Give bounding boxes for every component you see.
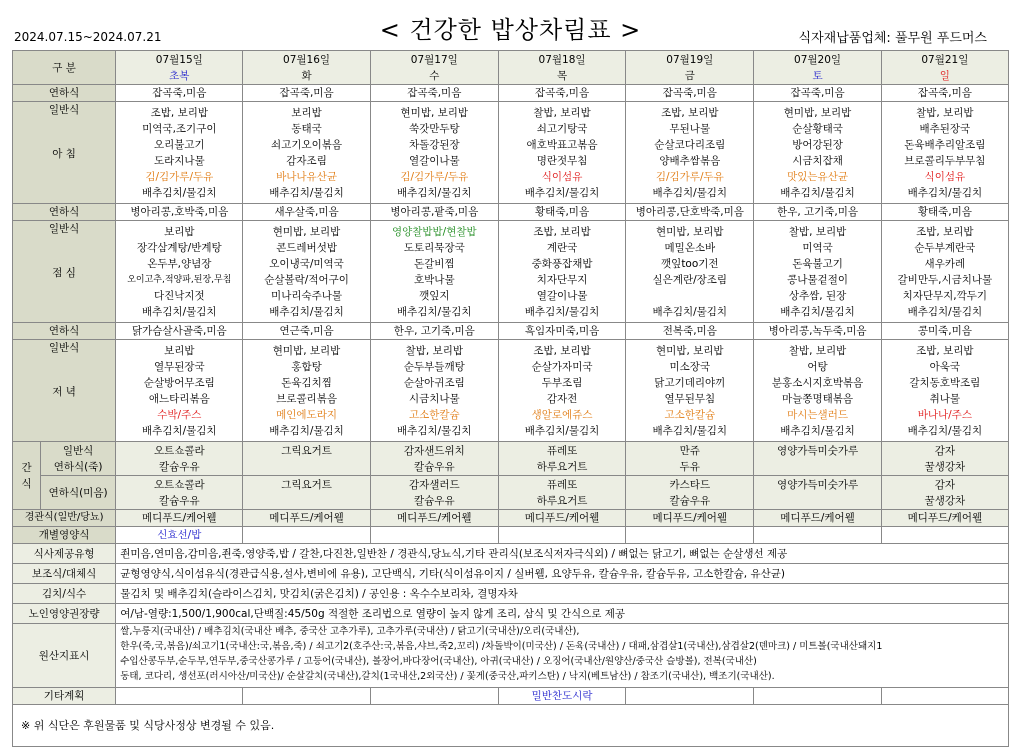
- menu-item: 장각삼계탕/반계탕: [136, 241, 222, 254]
- menu-item: 실은계란/장조림: [652, 273, 728, 286]
- meal-plan-table: [12, 50, 1009, 747]
- snack-item: 그릭요거트: [281, 444, 332, 457]
- menu-item: 현미밥, 보리밥: [783, 106, 852, 119]
- origin-text: 쌀,누룽지(국내산) / 배추김치(국내산 배추, 중국산 고추가루), 고추가루(국내산) / 닭고기(국내산)/오리(국내산), 한우(죽,국,볶음)/쇠고기1(국내산:국,볶음,죽) / 쇠고기2(호주산:국,볶음,샤브,죽2,꼬리) /차돌박이(미국산) / 돈육(국내산) / 대패,삼겹살1(국내산),삼겹살2(덴마크) / 미트볼(국내산돼지1 수입산콩두부,순두부,연두부,중국산콩가루 / 고등어(국내산), 볼장어,바다장어(국내산), 아귀(국내산) / 오징어(국내산/원양산/중국산 슬방볼), 전복(국내산) 동태, 코다리, 생선포(러시아산/미국산)/ 순살갈치(국내산),갈치(1국내산,2외국산) / 꽃게(중국산,파키스탄) / 낙지(베트남산) / 참조기(국내산), 백조기(국내산).: [116, 624, 1009, 688]
- menu-item: 순살아귀조림: [403, 376, 465, 389]
- menu-item: 치자단무지: [536, 273, 588, 286]
- menu-item: 순살황태국: [792, 122, 843, 135]
- menu-item: 차돌강된장: [408, 138, 460, 151]
- snack-cell: [754, 442, 881, 476]
- menu-item: 감자조림: [286, 154, 327, 167]
- menu-item: 도토리묵장국: [403, 241, 465, 254]
- tube-row: 경관식(일반/당뇨) 메디푸드/케어웰 메디푸드/케어웰 메디푸드/케어웰 메디푸드/케어웰 메디푸드/케어웰 메디푸드/케어웰 메디푸드/케어웰: [13, 510, 1009, 527]
- lunch-general-row: [13, 221, 1009, 323]
- menu-item: 무된나물: [669, 122, 711, 135]
- breakfast-general-row: [13, 102, 1009, 204]
- date-header-row: [13, 51, 1009, 85]
- menu-item: 쇠고기오이볶음: [271, 138, 343, 151]
- dinner-cell: [243, 340, 370, 442]
- menu-item: 배추김치/물김치: [780, 186, 855, 199]
- snack-item: 하루요거트: [536, 460, 588, 473]
- menu-item: 오이고추,적양파,된장,무침: [127, 274, 232, 285]
- menu-item: 김/김가루/두유: [655, 170, 724, 183]
- snack-item: 오트쇼콜라: [153, 478, 205, 491]
- general-label: 일반식: [48, 104, 80, 116]
- snack-item: 그릭요거트: [281, 478, 332, 491]
- menu-item: 배추김치/물김치: [907, 305, 983, 318]
- snack-cell: [243, 442, 370, 476]
- snack-cell: [754, 476, 881, 510]
- snack-cell: [881, 476, 1008, 510]
- menu-item: 배추김치/물김치: [652, 186, 728, 199]
- menu-item: 다진낙지젓: [153, 289, 205, 302]
- menu-item: 배추김치/물김치: [397, 186, 472, 199]
- menu-item: 배추김치/물김치: [397, 424, 472, 437]
- menu-item: 현미밥, 보리밥: [656, 225, 724, 238]
- snack-cell: [498, 476, 625, 510]
- menu-item: 고소한칼슘: [408, 408, 460, 421]
- breakfast-cell: [370, 102, 498, 204]
- menu-item: 중화풍잡채밥: [531, 257, 593, 270]
- breakfast-cell: [881, 102, 1008, 204]
- snack-item: 칼슘우유: [414, 460, 455, 473]
- snack-cell: [370, 442, 498, 476]
- menu-item: 보리밥: [164, 344, 195, 357]
- menu-item: 돈육배추리알조림: [904, 138, 986, 151]
- snack-item: 오트쇼콜라: [153, 444, 205, 457]
- elderly-row: 노인영양권장량 여/남-열량:1,500/1,900cal,단백질:45/50g 적절한 조리법으로 열량이 높지 않게 조리, 삼식 및 간식으로 제공: [13, 604, 1009, 624]
- menu-item: 배추김치/물김치: [524, 424, 600, 437]
- breakfast-yeonha-row: 연하식 잡곡죽,미음 잡곡죽,미음 잡곡죽,미음 잡곡죽,미음 잡곡죽,미음 잡곡죽,미음 잡곡죽,미음: [13, 85, 1009, 102]
- menu-item: 배추김치/물김치: [780, 305, 855, 318]
- menu-item: 순살가자미국: [531, 360, 593, 373]
- breakfast-label: 아 침: [52, 148, 76, 160]
- menu-item: 콘드레버섯밥: [276, 241, 337, 254]
- menu-item: 메인에도라지: [276, 408, 337, 421]
- menu-item: 배추김치/물김치: [269, 424, 344, 437]
- menu-item: 오리불고기: [153, 138, 205, 151]
- lunch-cell: [626, 221, 754, 323]
- snack-cell: [243, 476, 370, 510]
- lunch-cell: [243, 221, 370, 323]
- day-header: 07월19일 금: [626, 51, 754, 85]
- menu-item: [628, 288, 751, 304]
- snack-cell: [116, 476, 243, 510]
- lunch-yeonha-row: 연하식 병아리콩,호박죽,미음 새우살죽,미음 병아리콩,팥죽,미음 황태죽,미음 병아리콩,단호박죽,미음 한우, 고기죽,미음 황태죽,미음: [13, 204, 1009, 221]
- menu-item: 아욱국: [929, 360, 961, 373]
- menu-item: 배추김치/물김치: [652, 424, 728, 437]
- snack-item: 꿀생강차: [924, 460, 966, 473]
- menu-item: 현미밥, 보리밥: [272, 344, 341, 357]
- menu-item: 애느타리볶음: [148, 392, 210, 405]
- supplier-text: 식자재납품업체: 풀무원 푸드머스: [798, 31, 987, 46]
- menu-item: 배추김치/물김치: [142, 305, 217, 318]
- snack-cell: [881, 442, 1008, 476]
- menu-item: 보리밥: [291, 106, 322, 119]
- menu-item: 순살코다리조림: [654, 138, 726, 151]
- menu-item: 찰밥, 보리밥: [533, 106, 591, 119]
- menu-item: 배추김치/물김치: [907, 424, 983, 437]
- snack-cell: [626, 476, 754, 510]
- snack-cell: [498, 442, 625, 476]
- menu-item: 애호박표고볶음: [526, 138, 598, 151]
- menu-item: 깻잎too기전: [661, 257, 719, 270]
- lunch-cell: [498, 221, 625, 323]
- snack-item: 칼슘우유: [669, 494, 711, 507]
- menu-item: 순살방어무조림: [143, 376, 215, 389]
- menu-item: 배추김치/물김치: [524, 305, 600, 318]
- menu-item: 배추김치/물김치: [269, 186, 344, 199]
- dinner-cell: [498, 340, 625, 442]
- menu-item: 방어강된장: [792, 138, 843, 151]
- menu-item: 고소한칼슘: [664, 408, 716, 421]
- menu-item: 치자단무지,깍두기: [902, 289, 988, 302]
- snack-item: 감자: [934, 478, 955, 491]
- menu-item: 영양찰밥밥/현찰밥: [391, 225, 477, 238]
- other-row: 기타계획 밀반찬도시락: [13, 688, 1009, 705]
- menu-item: 메밀온소바: [664, 241, 716, 254]
- day-header: 07월15일 초복: [116, 51, 243, 85]
- menu-item: 식이섬유: [541, 170, 583, 183]
- menu-item: 브로콜리두부무침: [904, 154, 986, 167]
- snack-item: 만쥬: [679, 444, 700, 457]
- page-title: < 건강한 밥상차림표 >: [379, 16, 642, 44]
- day-header: 07월21일 일: [881, 51, 1008, 85]
- dinner-cell: [370, 340, 498, 442]
- menu-item: 배추김치/물김치: [142, 186, 217, 199]
- kimchi-row: 김치/식수 물김치 및 배추김치(슬라이스김치, 맛김치(굵은김치) / 공인용 : 옥수수보리차, 결명자차: [13, 584, 1009, 604]
- menu-item: 갈치동호박조림: [909, 376, 981, 389]
- menu-item: 마시는샐러드: [787, 408, 848, 421]
- menu-item: 배추김치/물김치: [652, 305, 728, 318]
- snack-item: 두유: [679, 460, 700, 473]
- menu-item: 맛있는유산균: [787, 170, 848, 183]
- dinner-general-row: [13, 340, 1009, 442]
- notice-text: ※ 위 식단은 후원물품 및 식당사정상 변경될 수 있음.: [13, 705, 1009, 747]
- general-label: 일반식: [48, 223, 80, 235]
- menu-item: 마늘쫑명태볶음: [782, 392, 854, 405]
- menu-item: 배추김치/물김치: [780, 424, 855, 437]
- menu-item: 호박나물: [414, 273, 455, 286]
- snack-item: 꿀생강차: [924, 494, 966, 507]
- snack-item: 카스타드: [669, 478, 711, 491]
- menu-item: 현미밥, 보리밥: [656, 344, 724, 357]
- dinner-label: 저 녁: [52, 386, 76, 398]
- lunch-cell: [116, 221, 243, 323]
- menu-item: 순살볼락/적어구이: [264, 273, 349, 286]
- origin-row: 원산지표시 쌀,누룽지(국내산) / 배추김치(국내산 배추, 중국산 고추가루), 고추가루(국내산) / 닭고기(국내산)/오리(국내산), 한우(죽,국,볶음)/쇠고기1(국내산:국,볶음,죽) / 쇠고기2(호주산:국,볶음,샤브,죽2,꼬리) /차돌박이(미국산) / 돈육(국내산) / 대패,삼겹살1(국내산),삼겹살2(덴마크) / 미트볼(국내산돼지1 수입산콩두부,순두부,연두부,중국산콩가루 / 고등어(국내산), 볼장어,바다장어(국내산), 아귀(국내산) / 오징어(국내산/원양산/중국산 슬방볼), 전복(국내산) 동태, 코다리, 생선포(러시아산/미국산)/ 순살갈치(국내산),갈치(1국내산,2외국산) / 꽃게(중국산,파키스탄) / 낙지(베트남산) / 참조기(국내산), 백조기(국내산).: [13, 624, 1009, 688]
- menu-item: 조밥, 보리밥: [916, 225, 974, 238]
- breakfast-cell: [116, 102, 243, 204]
- lunch-cell: [370, 221, 498, 323]
- snack-item: 감자샐러드: [408, 478, 460, 491]
- notice-row: [13, 705, 1009, 747]
- menu-item: 취나물: [929, 392, 961, 405]
- menu-item: 홍합탕: [291, 360, 322, 373]
- lunch-cell: [754, 221, 881, 323]
- menu-item: 명란젓무침: [536, 154, 588, 167]
- menu-item: 조밥, 보리밥: [661, 106, 719, 119]
- menu-item: 어탕: [807, 360, 828, 373]
- snack-general-row: 간 식 일반식 연하식(죽) 오트쇼콜라 칼슘우유 그릭요거트 감자샌드위치 칼슘우유 퓨레또 하루요거트 만쥬 두유 영양가득미숫가루 감자 꿀생강차: [13, 442, 1009, 476]
- menu-item: 양배추쌈볶음: [659, 154, 721, 167]
- menu-item: 쇠고기탕국: [536, 122, 588, 135]
- menu-item: 찰밥, 보리밥: [788, 344, 847, 357]
- snack-item: 영양가득미숫가루: [776, 444, 859, 457]
- menu-item: 미역국,조기구이: [142, 122, 217, 135]
- menu-item: 배추김치/물김치: [397, 305, 472, 318]
- menu-item: 조밥, 보리밥: [533, 225, 591, 238]
- menu-item: 미역국: [802, 241, 833, 254]
- menu-item: 동태국: [291, 122, 322, 135]
- menu-item: 두부조림: [541, 376, 583, 389]
- snack-item: 퓨레또: [546, 478, 578, 491]
- menu-item: 계란국: [546, 241, 578, 254]
- menu-item: 갈비만두,시금치나물: [897, 273, 993, 286]
- dinner-cell: [754, 340, 881, 442]
- lunch-label: 점 심: [52, 267, 76, 279]
- menu-item: 김/김가루/두유: [145, 170, 214, 183]
- day-header: 07월16일 화: [243, 51, 370, 85]
- menu-item: 닭고기데리야끼: [654, 376, 726, 389]
- menu-item: 돈갈비찜: [414, 257, 455, 270]
- menu-item: 분홍소시지호박볶음: [771, 376, 864, 389]
- day-header: 07월17일 수: [370, 51, 498, 85]
- snack-item: [756, 459, 878, 475]
- menu-item: 온두부,양념장: [147, 257, 212, 270]
- menu-item: 돈육김치찜: [281, 376, 332, 389]
- menu-item: 현미밥, 보리밥: [400, 106, 469, 119]
- dinner-yeonha-row: 연하식 닭가슴살사골죽,미음 연근죽,미음 한우, 고기죽,미음 흑임자미죽,미음 전복죽,미음 병아리콩,녹두죽,미음 콩미죽,미음: [13, 323, 1009, 340]
- day-header: 07월18일 목: [498, 51, 625, 85]
- snack-cell: [116, 442, 243, 476]
- snack-item: 칼슘우유: [159, 494, 200, 507]
- snack-item: 감자샌드위치: [403, 444, 465, 457]
- individual-row: 개별영양식 신효선/밥: [13, 527, 1009, 544]
- day-header: 07월20일 토: [754, 51, 881, 85]
- menu-item: 시금치잡채: [792, 154, 843, 167]
- general-label: 일반식: [48, 342, 80, 354]
- menu-item: 배추된장국: [919, 122, 971, 135]
- menu-item: 현미밥, 보리밥: [272, 225, 341, 238]
- supplement-row: 보조식/대체식 균형영양식,식이섬유식(경관급식용,설사,변비에 유용), 고단백식, 기타(식이섬유이지 / 실버웰, 요양두유, 칼슘우유, 칼슘두유, 고소한칼슘, 유산균): [13, 564, 1009, 584]
- snack-item: 하루요거트: [536, 494, 588, 507]
- menu-item: 돈육불고기: [792, 257, 843, 270]
- snack-item: [756, 493, 878, 509]
- menu-item: 찰밥, 보리밥: [788, 225, 847, 238]
- menu-item: 조밥, 보리밥: [533, 344, 591, 357]
- snack-item: 감자: [934, 444, 955, 457]
- menu-item: 배추김치/물김치: [907, 186, 983, 199]
- breakfast-cell: [754, 102, 881, 204]
- snack-item: 퓨레또: [546, 444, 578, 457]
- menu-item: 조밥, 보리밥: [916, 344, 974, 357]
- menu-item: 브로콜리볶음: [276, 392, 337, 405]
- menu-item: 쑥갓만두탕: [408, 122, 460, 135]
- snack-label: 간 식: [13, 442, 41, 510]
- period-text: 2024.07.15~2024.07.21: [14, 30, 162, 44]
- menu-item: 깻잎지: [419, 289, 450, 302]
- dinner-cell: [881, 340, 1008, 442]
- menu-item: 바나나/주스: [917, 408, 972, 421]
- menu-item: 새우카레: [924, 257, 966, 270]
- menu-item: 배추김치/물김치: [524, 186, 600, 199]
- snack-cell: [370, 476, 498, 510]
- snack-item: [245, 493, 367, 509]
- menu-item: 상추쌈, 된장: [788, 289, 847, 302]
- menu-item: 열갈이나물: [536, 289, 588, 302]
- menu-item: 찰밥, 보리밥: [916, 106, 974, 119]
- gubun-label: 구 분: [13, 51, 116, 85]
- menu-item: 미소장국: [669, 360, 711, 373]
- menu-item: 보리밥: [164, 225, 195, 238]
- snack-item: [245, 459, 367, 475]
- menu-item: 순두부계란국: [914, 241, 976, 254]
- menu-item: 조밥, 보리밥: [150, 106, 208, 119]
- snack-item: 칼슘우유: [159, 460, 200, 473]
- menu-item: 콩나물겉절이: [787, 273, 848, 286]
- menu-item: 오이냉국/미역국: [269, 257, 344, 270]
- menu-item: 김/김가루/두유: [400, 170, 469, 183]
- dinner-cell: [116, 340, 243, 442]
- page-header: [0, 0, 1021, 50]
- menu-item: 순두부들깨탕: [403, 360, 465, 373]
- lunch-cell: [881, 221, 1008, 323]
- menu-item: 생알로에쥬스: [531, 408, 593, 421]
- snack-yeonha-row: 연하식(미음) 오트쇼콜라 칼슘우유 그릭요거트 감자샐러드 칼슘우유 퓨레또 하루요거트 카스타드 칼슘우유 영양가득미숫가루 감자 꿀생강차: [13, 476, 1009, 510]
- snack-item: 영양가득미숫가루: [776, 478, 859, 491]
- snack-item: 칼슘우유: [414, 494, 455, 507]
- menu-item: 감자전: [546, 392, 578, 405]
- types-row: 식사제공유형 죈미음,연미음,감미음,죈죽,영양죽,밥 / 갈찬,다진찬,일반찬 / 경관식,당뇨식,기타 관리식(보조식저자극식외) / 뼈없는 닭고기, 뼈없는 순살생선 제공: [13, 544, 1009, 564]
- menu-item: 수박/주스: [157, 408, 202, 421]
- menu-item: 시금치나물: [408, 392, 460, 405]
- breakfast-cell: [243, 102, 370, 204]
- menu-item: 열무된무침: [664, 392, 716, 405]
- snack-cell: [626, 442, 754, 476]
- menu-item: 배추김치/물김치: [142, 424, 217, 437]
- menu-item: 식이섬유: [924, 170, 966, 183]
- breakfast-cell: [498, 102, 625, 204]
- menu-item: 열무된장국: [153, 360, 205, 373]
- breakfast-cell: [626, 102, 754, 204]
- menu-item: 도라지나물: [153, 154, 205, 167]
- menu-item: 열갈이나물: [408, 154, 460, 167]
- menu-item: 찰밥, 보리밥: [405, 344, 463, 357]
- dinner-cell: [626, 340, 754, 442]
- menu-item: 배추김치/물김치: [269, 305, 344, 318]
- menu-item: 바나나유산균: [276, 170, 337, 183]
- menu-item: 미나리숙주나물: [271, 289, 343, 302]
